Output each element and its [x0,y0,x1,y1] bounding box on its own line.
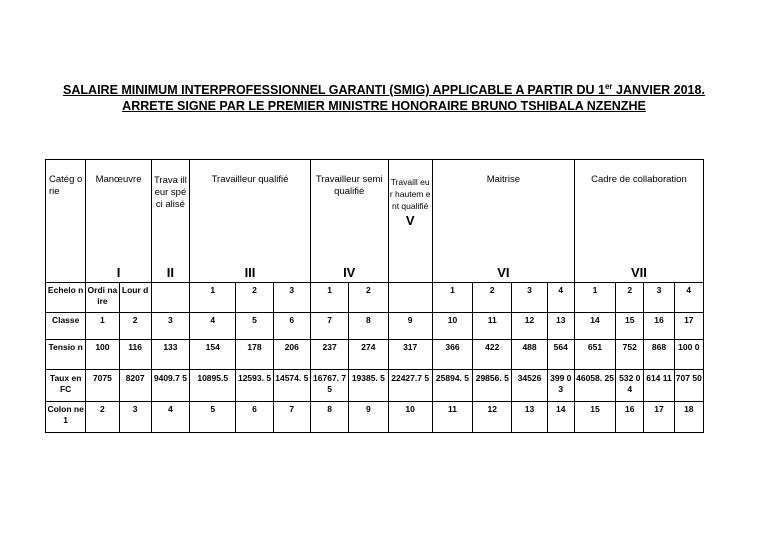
table-cell: 9409.7 5 [151,370,189,402]
header-categorie: Catég orie [46,160,86,283]
table-cell: 532 04 [616,370,644,402]
table-cell: 4 [151,402,189,433]
smig-table [45,159,704,433]
table-cell: 17 [674,313,703,340]
table-cell: 16767. 75 [310,370,348,402]
roman-numeral: II [166,265,175,280]
table-row-echelon [46,283,704,313]
table-cell: 752 [616,340,644,370]
header-travailleur-hautement-qualifie: Travaill eur hautem ent qualifié V [388,160,432,283]
table-cell: 274 [349,340,388,370]
table-cell [388,283,432,313]
table-cell: 2 [473,283,512,313]
table-cell: 14 [547,402,574,433]
table-cell: 2 [236,283,273,313]
table-cell: 1 [190,283,236,313]
table-cell: 2 [349,283,388,313]
table-row-colonne [46,402,704,433]
table-cell: 5 [236,313,273,340]
table-cell: 3 [151,313,189,340]
table-cell: 15 [574,402,615,433]
table-cell: 13 [512,402,547,433]
roman-numeral: I [116,265,121,280]
table-cell: 10 [388,402,432,433]
table-cell: 17 [644,402,674,433]
table-cell: 12 [473,402,512,433]
row-label: Colon ne 1 [46,402,86,433]
row-label: Tensio n [46,340,86,370]
header-travailleur-semi-qualifie: Travailleur semi qualifié IV [310,160,388,283]
table-row-taux [46,370,704,402]
row-label: Classe [46,313,86,340]
table-cell: 237 [310,340,348,370]
table-cell: 14 [574,313,615,340]
table-cell: 16 [644,313,674,340]
table-cell: 206 [273,340,310,370]
table-cell: 3 [273,283,310,313]
table-row-tension [46,340,704,370]
table-cell: 3 [119,402,151,433]
table-cell: 4 [547,283,574,313]
table-cell: 5 [190,402,236,433]
roman-numeral: VII [630,265,647,280]
table-cell: 100 [86,340,119,370]
document-title-line-1: SALAIRE MINIMUM INTERPROFESSIONNEL GARANTI (SMIG) APPLICABLE A PARTIR DU 1er JANVIER 2018. [63,82,705,98]
roman-numeral: IV [343,265,356,280]
table-cell: 46058. 25 [574,370,615,402]
table-cell: 1 [310,283,348,313]
table-cell: 2 [119,313,151,340]
table-cell: 133 [151,340,189,370]
table-cell: 317 [388,340,432,370]
table-cell: 1 [86,313,119,340]
table-cell: 10895.5 [190,370,236,402]
table-cell: 116 [119,340,151,370]
table-cell: 366 [432,340,472,370]
row-label: Taux en FC [46,370,86,402]
table-cell: 8 [310,402,348,433]
table-cell: 19385. 5 [349,370,388,402]
table-cell: 178 [236,340,273,370]
table-cell: 3 [512,283,547,313]
table-cell: 4 [674,283,703,313]
table-cell: 868 [644,340,674,370]
table-cell: 651 [574,340,615,370]
table-cell: 7 [273,402,310,433]
table-cell: 9 [388,313,432,340]
table-cell: 22427.7 5 [388,370,432,402]
table-header-row [46,160,704,283]
header-cadre-collaboration: Cadre de collaboration VII [574,160,703,283]
table-cell: 154 [190,340,236,370]
table-cell: 100 0 [674,340,703,370]
table-cell: 399 03 [547,370,574,402]
table-cell: 3 [644,283,674,313]
table-cell [151,283,189,313]
header-travailleur-specialise: Trava illeur spéci alisé II [151,160,189,283]
table-cell: 2 [86,402,119,433]
table-cell: 2 [616,283,644,313]
table-cell: 564 [547,340,574,370]
table-cell: 12593. 5 [236,370,273,402]
table-cell: 15 [616,313,644,340]
header-maitrise: Maitrise VI [432,160,574,283]
table-cell: 7075 [86,370,119,402]
table-cell: Lour d [119,283,151,313]
table-cell: 34526 [512,370,547,402]
table-cell: 6 [236,402,273,433]
table-cell: 1 [432,283,472,313]
table-cell: 11 [473,313,512,340]
document-title-line-2: ARRETE SIGNE PAR LE PREMIER MINISTRE HONORAIRE BRUNO TSHIBALA NZENZHE [122,99,646,113]
header-manoeuvre: Manœuvre I [86,160,151,283]
table-cell: 13 [547,313,574,340]
roman-numeral: VI [497,265,510,280]
table-cell: 6 [273,313,310,340]
roman-numeral: III [244,265,256,280]
table-cell: 614 11 [644,370,674,402]
header-travailleur-qualifie: Travailleur qualifié III [190,160,311,283]
table-cell: 12 [512,313,547,340]
row-label: Echelo n [46,283,86,313]
table-cell: 18 [674,402,703,433]
roman-numeral: V [405,213,415,228]
table-cell: Ordi naire [86,283,119,313]
table-cell: 11 [432,402,472,433]
table-cell: 8 [349,313,388,340]
table-cell: 14574. 5 [273,370,310,402]
table-cell: 7 [310,313,348,340]
table-row-classe [46,313,704,340]
table-cell: 16 [616,402,644,433]
table-cell: 707 50 [674,370,703,402]
table-cell: 1 [574,283,615,313]
table-cell: 9 [349,402,388,433]
table-cell: 8207 [119,370,151,402]
table-cell: 25894. 5 [432,370,472,402]
table-cell: 488 [512,340,547,370]
table-cell: 422 [473,340,512,370]
table-cell: 29856. 5 [473,370,512,402]
table-cell: 4 [190,313,236,340]
table-cell: 10 [432,313,472,340]
